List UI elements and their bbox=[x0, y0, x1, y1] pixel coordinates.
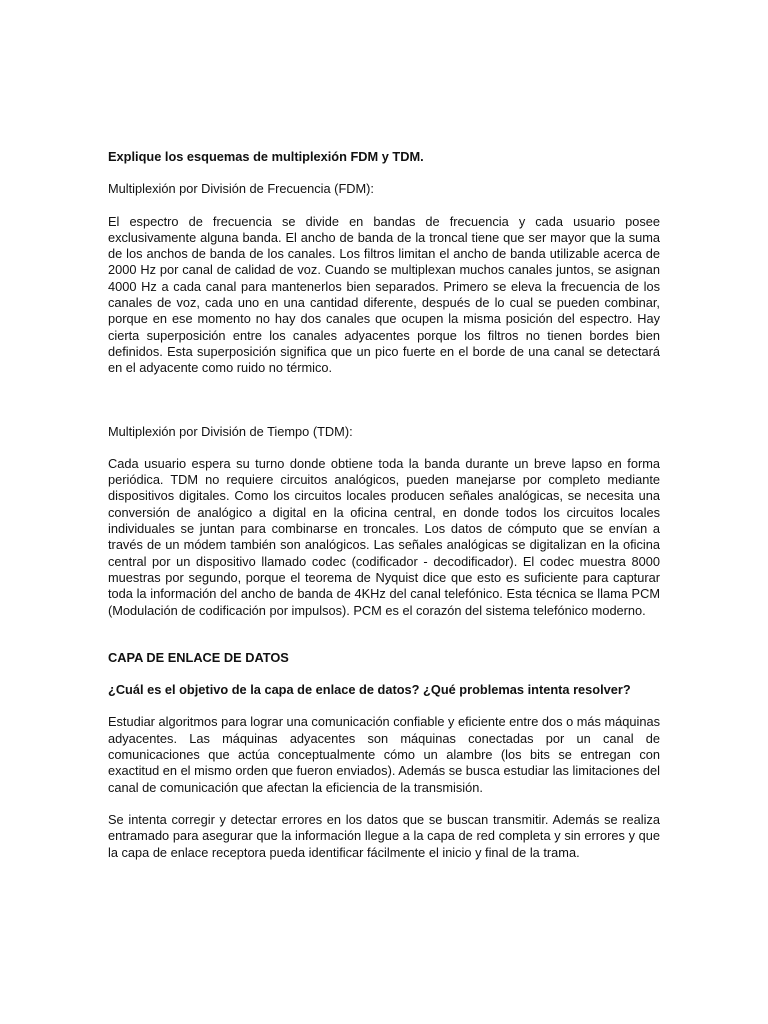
section-heading: CAPA DE ENLACE DE DATOS bbox=[108, 649, 289, 665]
fdm-paragraph: El espectro de frecuencia se divide en bandas de frecuencia y cada usuario posee exclusivamente alguna banda. El ancho de banda de la troncal tiene que ser mayor que la suma de los anchos de banda de los canales. Los filtros limitan el ancho de banda utilizable acerca de 2000 Hz por canal de calidad de voz. Cuando se multiplexan muchos canales juntos, se asignan 4000 Hz a cada canal para mantenerlos bien separados. Primero se eleva la frecuencia de los canales de voz, cada uno en una cantidad diferente, después de lo cual se pueden combinar, porque en ese momento no hay dos canales que ocupen la misma posición del espectro. Hay cierta superposición entre los canales adyacentes porque los filtros no tienen bordes bien definidos. Esta superposición significa que un pico fuerte en el borde de una canal se detectará en el adyacente como ruido no térmico. bbox=[108, 213, 660, 376]
tdm-heading: Multiplexión por División de Tiempo (TDM): bbox=[108, 423, 353, 439]
answer-paragraph: Se intenta corregir y detectar errores en los datos que se buscan transmitir. Además se realiza entramado para asegurar que la información llegue a la capa de red completa y sin errores y que la capa de enlace receptora pueda identificar fácilmente el inicio y final de la trama. bbox=[108, 811, 660, 860]
fdm-heading: Multiplexión por División de Frecuencia (FDM): bbox=[108, 181, 374, 197]
question-title: Explique los esquemas de multiplexión FDM y TDM. bbox=[108, 149, 424, 164]
answer-paragraph: Estudiar algoritmos para lograr una comunicación confiable y eficiente entre dos o más máquinas adyacentes. Las máquinas adyacentes son máquinas conectadas por un canal de comunicaciones que actúa conceptualmente cómo un alambre (los bits se entregan con exactitud en el mismo orden que fueron enviados). Además se busca estudiar las limitaciones del canal de comunicación que afectan la eficiencia de la transmisión. bbox=[108, 714, 660, 795]
document-page bbox=[108, 149, 660, 861]
section-question: ¿Cuál es el objetivo de la capa de enlace de datos? ¿Qué problemas intenta resolver? bbox=[108, 682, 631, 698]
tdm-paragraph: Cada usuario espera su turno donde obtiene toda la banda durante un breve lapso en forma periódica. TDM no requiere circuitos analógicos, pueden manejarse por completo mediante dispositivos digitales. Como los circuitos locales producen señales analógicas, se necesita una conversión de analógico a digital en la oficina central, en donde todos los circuitos locales individuales se juntan para combinarse en troncales. Los datos de cómputo que se envían a través de un módem también son analógicos. Las señales analógicas se digitalizan en la oficina central por un dispositivo llamado codec (codificador - decodificador). El codec muestra 8000 muestras por segundo, porque el teorema de Nyquist dice que esto es suficiente para capturar toda la información del ancho de banda de 4KHz del canal telefónico. Esta técnica se llama PCM (Modulación de codificación por impulsos). PCM es el corazón del sistema telefónico moderno. bbox=[108, 455, 660, 618]
